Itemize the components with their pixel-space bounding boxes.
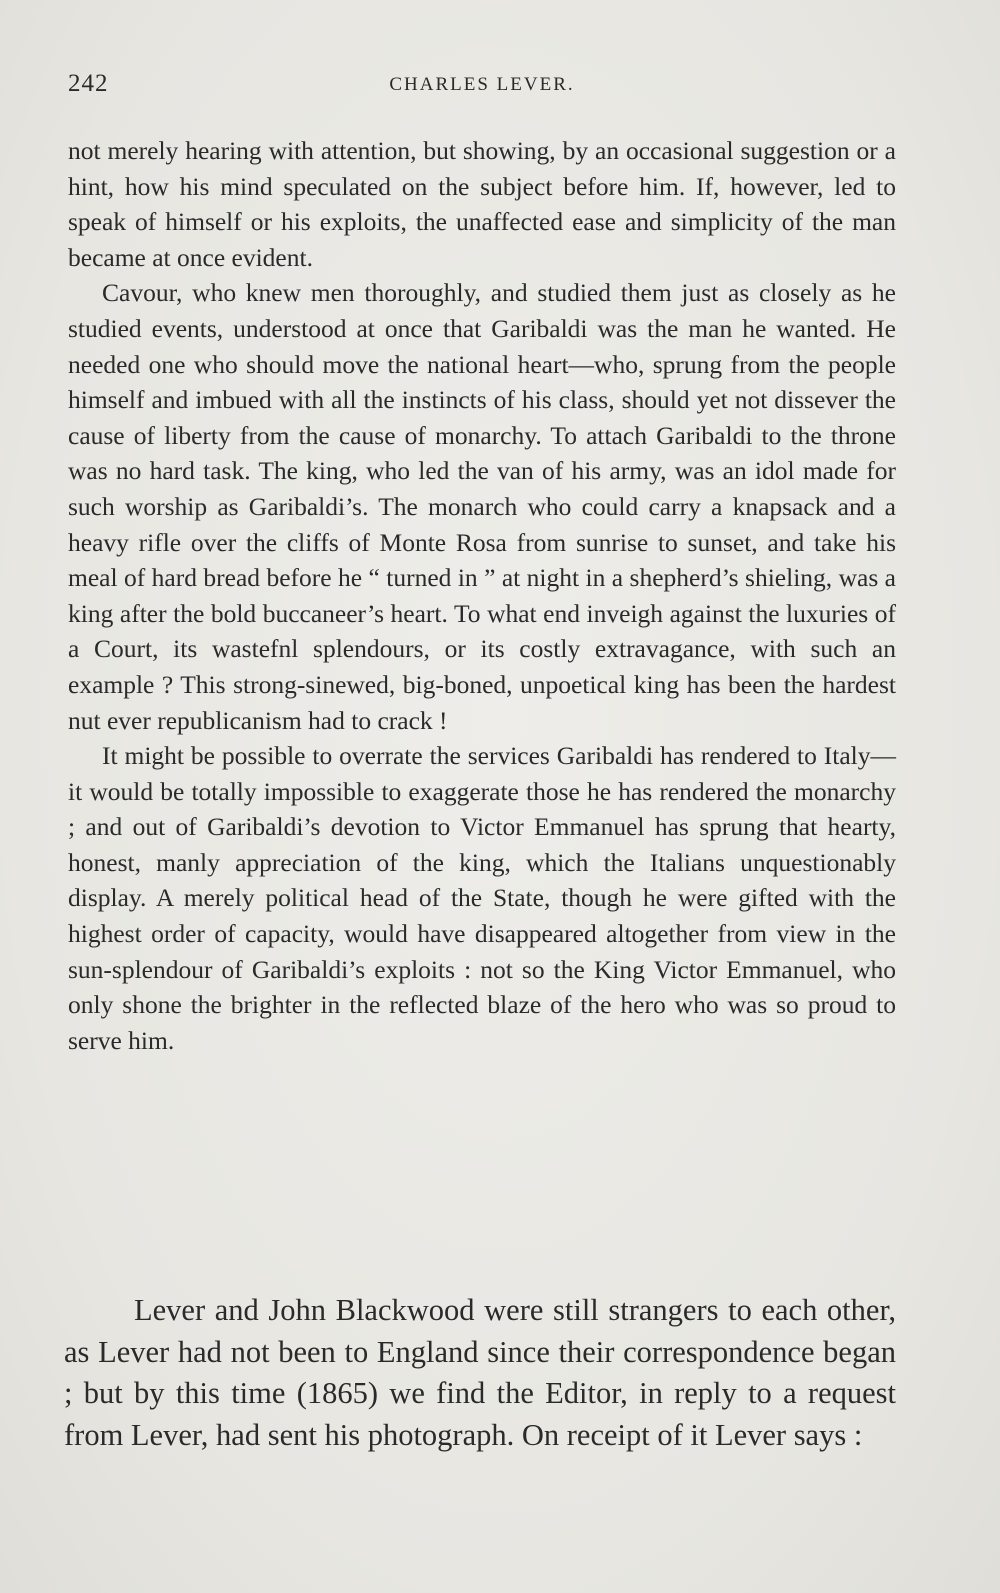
narrative-paragraph: Lever and John Blackwood were still strangers to each other, as Lever had not been to England since their correspondence began ; but by this time (1865) we find the Editor, in reply to a request from Lever, had sent his photograph. On receipt of it Lever says : <box>64 1293 896 1452</box>
extract-paragraph-3: It might be possible to overrate the services Garibaldi has rendered to Italy—it would be totally impossible to exaggerate those he has rendered the monarchy ; and out of Garibaldi’s devotion to Victor Emmanuel has sprung that hearty, honest, manly appreciation of the king, which the Italians unquestionably display. A merely political head of the State, though he were gifted with the highest order of capacity, would have disappeared altogether from view in the sun-splendour of Garibaldi’s exploits : not so the King Victor Emmanuel, who only shone the brighter in the reflected blaze of the hero who was so proud to serve him. <box>68 741 896 1055</box>
extract-paragraph-2: Cavour, who knew men thoroughly, and studied them just as closely as he studied events, understood at once that Garibaldi was the man he wanted. He needed one who should move the national heart—who, sprung from the people himself and imbued with all the instincts of his class, should yet not dissever the cause of liberty from the cause of monarchy. To attach Garibaldi to the throne was no hard task. The king, who led the van of his army, was an idol made for such worship as Garibaldi’s. The monarch who could carry a knapsack and a heavy rifle over the cliffs of Monte Rosa from sunrise to sunset, and take his meal of hard bread before he “ turned in ” at night in a shepherd’s shieling, was a king after the bold buccaneer’s heart. To what end inveigh against the luxuries of a Court, its wastefnl splendours, or its costly extravagance, with such an example ? This strong-sinewed, big-boned, unpoetical king has been the hardest nut ever republicanism had to crack ! <box>68 278 896 735</box>
quoted-extract <box>68 133 896 1058</box>
page-number: 242 <box>68 70 109 97</box>
extract-paragraph-1: not merely hearing with attention, but showing, by an occasional suggestion or a hint, how his mind speculated on the subject before him. If, however, led to speak of himself or his exploits, the unaffected ease and simplicity of the man became at once evident. <box>68 136 896 272</box>
running-head <box>68 70 896 104</box>
running-title: CHARLES LEVER. <box>389 74 575 95</box>
narrative-text <box>64 1290 896 1456</box>
